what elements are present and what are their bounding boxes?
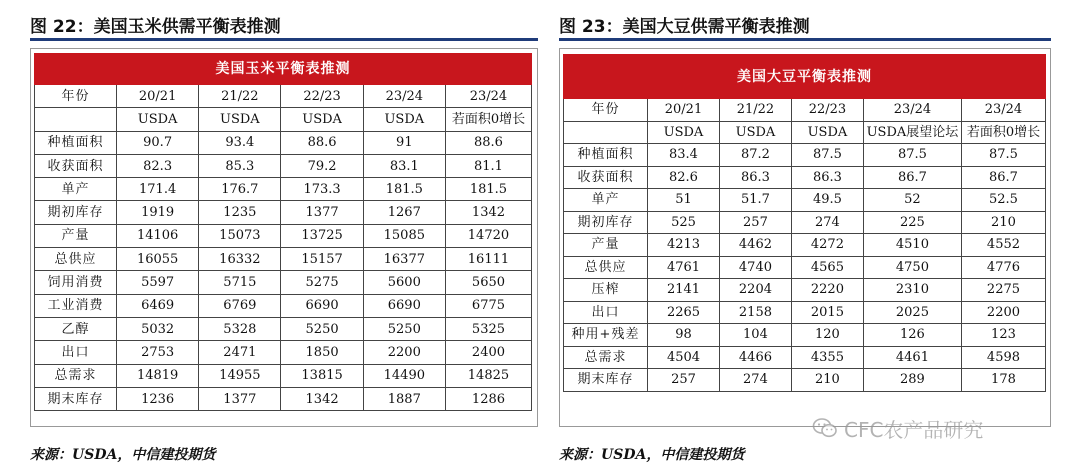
corn-row-label: 单产 <box>35 178 117 201</box>
corn-value-cell: 16332 <box>199 248 281 271</box>
soybean-value-cell: 83.4 <box>648 144 720 167</box>
corn-value-cell: 6690 <box>281 294 363 317</box>
soybean-value-cell: 52.5 <box>961 189 1045 212</box>
corn-header-source-cell <box>35 108 117 131</box>
soybean-row-label: 总需求 <box>564 346 648 369</box>
corn-value-cell: 16111 <box>445 248 531 271</box>
corn-table-row <box>35 178 532 201</box>
corn-table-title-row <box>35 54 532 85</box>
soybean-table-frame <box>559 48 1051 427</box>
corn-value-cell: 1887 <box>363 387 445 410</box>
corn-value-cell: 6690 <box>363 294 445 317</box>
corn-row-label: 产量 <box>35 224 117 247</box>
corn-value-cell: 5250 <box>363 317 445 340</box>
soybean-value-cell: 4272 <box>791 234 863 257</box>
soybean-row-label: 种用+残差 <box>564 324 648 347</box>
soybean-header-year-cell: 23/24 <box>961 99 1045 122</box>
corn-table-row <box>35 224 532 247</box>
corn-value-cell: 13725 <box>281 224 363 247</box>
soybean-row-label: 期末库存 <box>564 369 648 392</box>
soybean-table-row <box>564 346 1046 369</box>
soybean-value-cell: 257 <box>719 211 791 234</box>
corn-header-source-cell: USDA <box>117 108 199 131</box>
corn-header-year-cell: 21/22 <box>199 85 281 108</box>
corn-table-row <box>35 201 532 224</box>
corn-table-row <box>35 387 532 410</box>
corn-value-cell: 15085 <box>363 224 445 247</box>
corn-figure-title: 图 22：美国玉米供需平衡表推测 <box>30 17 281 37</box>
corn-value-cell: 1377 <box>199 387 281 410</box>
corn-value-cell: 6769 <box>199 294 281 317</box>
corn-header-source-cell: USDA <box>281 108 363 131</box>
soybean-table-title: 美国大豆平衡表推测 <box>564 55 1046 99</box>
soybean-row-label: 期初库存 <box>564 211 648 234</box>
corn-value-cell: 5597 <box>117 271 199 294</box>
corn-value-cell: 16055 <box>117 248 199 271</box>
soybean-row-label: 单产 <box>564 189 648 212</box>
corn-row-label: 收获面积 <box>35 154 117 177</box>
soybean-value-cell: 4552 <box>961 234 1045 257</box>
corn-row-label: 饲用消费 <box>35 271 117 294</box>
soybean-value-cell: 86.3 <box>719 166 791 189</box>
soybean-value-cell: 2015 <box>791 301 863 324</box>
soybean-table-row <box>564 324 1046 347</box>
corn-header-year-cell: 年份 <box>35 85 117 108</box>
corn-value-cell: 79.2 <box>281 154 363 177</box>
soybean-value-cell: 4466 <box>719 346 791 369</box>
soybean-value-cell: 4776 <box>961 256 1045 279</box>
soybean-header-source-cell <box>564 121 648 144</box>
soybean-table-row <box>564 279 1046 302</box>
corn-value-cell: 82.3 <box>117 154 199 177</box>
soybean-value-cell: 274 <box>791 211 863 234</box>
soybean-header-year-cell: 23/24 <box>863 99 961 122</box>
corn-value-cell: 14720 <box>445 224 531 247</box>
soybean-value-cell: 4598 <box>961 346 1045 369</box>
corn-header-source-cell: USDA <box>199 108 281 131</box>
soybean-value-cell: 2265 <box>648 301 720 324</box>
soybean-header-source-cell: USDA <box>719 121 791 144</box>
soybean-value-cell: 2275 <box>961 279 1045 302</box>
corn-value-cell: 14490 <box>363 364 445 387</box>
soybean-value-cell: 4355 <box>791 346 863 369</box>
soybean-row-label: 压榨 <box>564 279 648 302</box>
soybean-header-year-cell: 22/23 <box>791 99 863 122</box>
corn-header-year-cell: 22/23 <box>281 85 363 108</box>
soybean-value-cell: 2204 <box>719 279 791 302</box>
soybean-header-source-cell: USDA展望论坛 <box>863 121 961 144</box>
soybean-header-source-cell: USDA <box>791 121 863 144</box>
soybean-table-title-row <box>564 55 1046 99</box>
corn-value-cell: 176.7 <box>199 178 281 201</box>
corn-value-cell: 88.6 <box>281 131 363 154</box>
soybean-value-cell: 86.7 <box>863 166 961 189</box>
corn-value-cell: 1267 <box>363 201 445 224</box>
corn-table-row <box>35 131 532 154</box>
soybean-table-row <box>564 144 1046 167</box>
corn-value-cell: 14106 <box>117 224 199 247</box>
soybean-value-cell: 82.6 <box>648 166 720 189</box>
corn-header-source-cell: 若面积0增长 <box>445 108 531 131</box>
soybean-value-cell: 52 <box>863 189 961 212</box>
soybean-header-source-cell: USDA <box>648 121 720 144</box>
corn-table-row <box>35 364 532 387</box>
corn-header-year-cell: 23/24 <box>363 85 445 108</box>
wechat-icon <box>812 415 838 441</box>
corn-value-cell: 2471 <box>199 341 281 364</box>
soybean-header-year-cell: 20/21 <box>648 99 720 122</box>
soybean-value-cell: 104 <box>719 324 791 347</box>
corn-header-source-cell: USDA <box>363 108 445 131</box>
soybean-value-cell: 525 <box>648 211 720 234</box>
corn-value-cell: 5032 <box>117 317 199 340</box>
corn-table-body <box>35 54 532 411</box>
watermark <box>812 413 983 443</box>
corn-value-cell: 173.3 <box>281 178 363 201</box>
soybean-header-year-cell: 年份 <box>564 99 648 122</box>
soybean-header-year-cell: 21/22 <box>719 99 791 122</box>
soybean-value-cell: 87.5 <box>863 144 961 167</box>
soybean-table-row <box>564 369 1046 392</box>
corn-value-cell: 88.6 <box>445 131 531 154</box>
corn-table-row <box>35 317 532 340</box>
corn-value-cell: 15157 <box>281 248 363 271</box>
corn-value-cell: 6469 <box>117 294 199 317</box>
soybean-header-source-cell: 若面积0增长 <box>961 121 1045 144</box>
corn-value-cell: 14955 <box>199 364 281 387</box>
soybean-value-cell: 2310 <box>863 279 961 302</box>
soybean-value-cell: 51 <box>648 189 720 212</box>
corn-value-cell: 1342 <box>445 201 531 224</box>
corn-value-cell: 5600 <box>363 271 445 294</box>
soybean-balance-table <box>563 54 1046 392</box>
corn-value-cell: 1286 <box>445 387 531 410</box>
soybean-value-cell: 2141 <box>648 279 720 302</box>
soybean-header-year-row <box>564 99 1046 122</box>
soybean-source-note: 来源：USDA，中信建投期货 <box>559 447 745 463</box>
soybean-table-row <box>564 256 1046 279</box>
soybean-value-cell: 289 <box>863 369 961 392</box>
corn-value-cell: 5328 <box>199 317 281 340</box>
soybean-header-source-row <box>564 121 1046 144</box>
soybean-row-label: 收获面积 <box>564 166 648 189</box>
soybean-value-cell: 123 <box>961 324 1045 347</box>
soybean-value-cell: 210 <box>961 211 1045 234</box>
soybean-value-cell: 4461 <box>863 346 961 369</box>
soybean-value-cell: 4565 <box>791 256 863 279</box>
soybean-value-cell: 4510 <box>863 234 961 257</box>
corn-value-cell: 6775 <box>445 294 531 317</box>
corn-value-cell: 1850 <box>281 341 363 364</box>
soybean-value-cell: 4750 <box>863 256 961 279</box>
corn-value-cell: 1235 <box>199 201 281 224</box>
soybean-table-body <box>564 55 1046 392</box>
soybean-value-cell: 4761 <box>648 256 720 279</box>
corn-value-cell: 5250 <box>281 317 363 340</box>
corn-value-cell: 5715 <box>199 271 281 294</box>
corn-row-label: 总需求 <box>35 364 117 387</box>
corn-value-cell: 181.5 <box>445 178 531 201</box>
corn-value-cell: 1377 <box>281 201 363 224</box>
corn-header-year-cell: 20/21 <box>117 85 199 108</box>
corn-balance-table <box>34 53 532 411</box>
corn-table-row <box>35 154 532 177</box>
corn-header-source-row <box>35 108 532 131</box>
corn-value-cell: 171.4 <box>117 178 199 201</box>
soybean-value-cell: 98 <box>648 324 720 347</box>
corn-row-label: 工业消费 <box>35 294 117 317</box>
corn-table-row <box>35 294 532 317</box>
soybean-value-cell: 51.7 <box>719 189 791 212</box>
soybean-title-rule <box>559 38 1051 41</box>
soybean-table-row <box>564 211 1046 234</box>
corn-title-rule <box>30 38 538 41</box>
soybean-value-cell: 4462 <box>719 234 791 257</box>
soybean-value-cell: 2200 <box>961 301 1045 324</box>
soybean-value-cell: 86.3 <box>791 166 863 189</box>
corn-value-cell: 181.5 <box>363 178 445 201</box>
soybean-value-cell: 2220 <box>791 279 863 302</box>
corn-value-cell: 5275 <box>281 271 363 294</box>
soybean-value-cell: 257 <box>648 369 720 392</box>
corn-value-cell: 93.4 <box>199 131 281 154</box>
corn-header-year-row <box>35 85 532 108</box>
corn-value-cell: 85.3 <box>199 154 281 177</box>
soybean-row-label: 出口 <box>564 301 648 324</box>
soybean-value-cell: 87.2 <box>719 144 791 167</box>
soybean-value-cell: 2158 <box>719 301 791 324</box>
soybean-table-row <box>564 166 1046 189</box>
soybean-figure-title: 图 23：美国大豆供需平衡表推测 <box>559 17 810 37</box>
soybean-value-cell: 86.7 <box>961 166 1045 189</box>
corn-value-cell: 1342 <box>281 387 363 410</box>
soybean-value-cell: 49.5 <box>791 189 863 212</box>
corn-value-cell: 5325 <box>445 317 531 340</box>
soybean-value-cell: 120 <box>791 324 863 347</box>
corn-row-label: 期末库存 <box>35 387 117 410</box>
corn-value-cell: 15073 <box>199 224 281 247</box>
corn-value-cell: 2200 <box>363 341 445 364</box>
corn-value-cell: 2400 <box>445 341 531 364</box>
soybean-value-cell: 4213 <box>648 234 720 257</box>
soybean-value-cell: 210 <box>791 369 863 392</box>
soybean-row-label: 总供应 <box>564 256 648 279</box>
corn-row-label: 期初库存 <box>35 201 117 224</box>
corn-value-cell: 13815 <box>281 364 363 387</box>
soybean-row-label: 产量 <box>564 234 648 257</box>
corn-value-cell: 14819 <box>117 364 199 387</box>
soybean-value-cell: 87.5 <box>791 144 863 167</box>
soybean-value-cell: 4740 <box>719 256 791 279</box>
corn-value-cell: 90.7 <box>117 131 199 154</box>
soybean-table-row <box>564 301 1046 324</box>
corn-row-label: 乙醇 <box>35 317 117 340</box>
corn-row-label: 出口 <box>35 341 117 364</box>
corn-row-label: 种植面积 <box>35 131 117 154</box>
corn-table-row <box>35 341 532 364</box>
corn-value-cell: 91 <box>363 131 445 154</box>
corn-value-cell: 1919 <box>117 201 199 224</box>
corn-header-year-cell: 23/24 <box>445 85 531 108</box>
soybean-value-cell: 4504 <box>648 346 720 369</box>
corn-table-row <box>35 271 532 294</box>
soybean-row-label: 种植面积 <box>564 144 648 167</box>
soybean-value-cell: 2025 <box>863 301 961 324</box>
corn-value-cell: 16377 <box>363 248 445 271</box>
corn-table-title: 美国玉米平衡表推测 <box>35 54 532 85</box>
soybean-value-cell: 274 <box>719 369 791 392</box>
soybean-value-cell: 225 <box>863 211 961 234</box>
soybean-value-cell: 87.5 <box>961 144 1045 167</box>
soybean-value-cell: 178 <box>961 369 1045 392</box>
soybean-table-row <box>564 189 1046 212</box>
watermark-text: CFC农产品研究 <box>844 417 984 442</box>
corn-value-cell: 81.1 <box>445 154 531 177</box>
corn-value-cell: 14825 <box>445 364 531 387</box>
corn-table-row <box>35 248 532 271</box>
corn-source-note: 来源：USDA，中信建投期货 <box>30 447 216 463</box>
corn-table-frame <box>30 48 538 427</box>
corn-value-cell: 83.1 <box>363 154 445 177</box>
corn-value-cell: 5650 <box>445 271 531 294</box>
corn-row-label: 总供应 <box>35 248 117 271</box>
soybean-table-row <box>564 234 1046 257</box>
corn-value-cell: 2753 <box>117 341 199 364</box>
soybean-value-cell: 126 <box>863 324 961 347</box>
corn-value-cell: 1236 <box>117 387 199 410</box>
